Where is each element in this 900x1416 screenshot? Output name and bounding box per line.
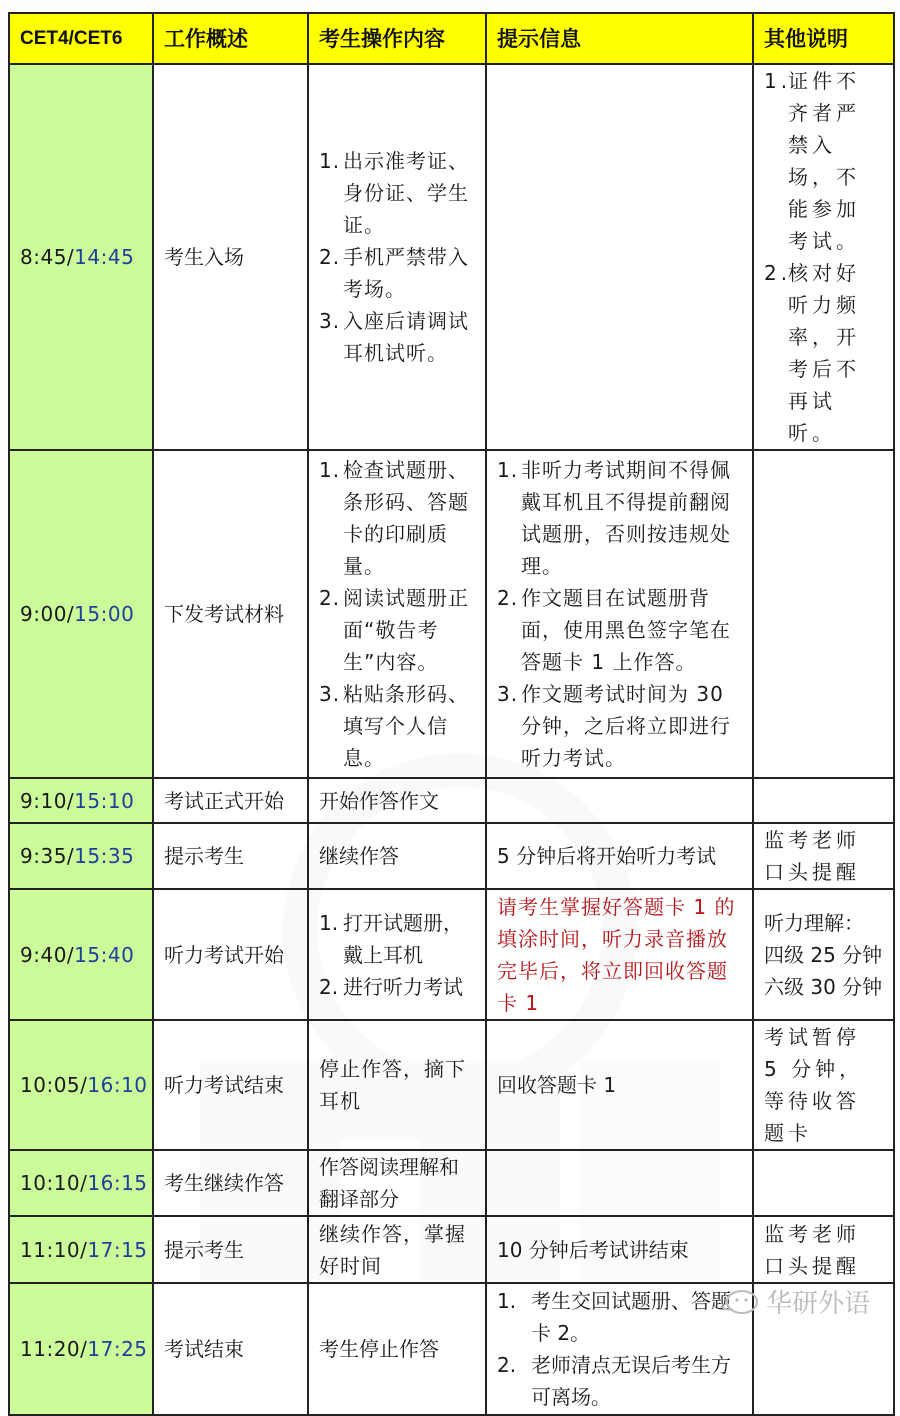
task-cell: 考试正式开始 (153, 778, 308, 823)
tip-cell (486, 1150, 753, 1216)
list-item: 2. 核对好听力频率，开考后不再试听。 (764, 261, 860, 445)
operation-cell: 停止作答，摘下耳机 (308, 1020, 486, 1150)
task-cell: 听力考试结束 (153, 1020, 308, 1150)
note-cell: 考试暂停 5 分钟，等待收答题卡 (753, 1020, 894, 1150)
list-item: 2. 进行听力考试 (319, 974, 463, 999)
tip-cell (486, 778, 753, 823)
header-task: 工作概述 (153, 13, 308, 64)
tip-cell (486, 1283, 753, 1415)
list-item: 1. 非听力考试期间不得佩戴耳机且不得提前翻阅试题册，否则按违规处理。 (497, 458, 731, 578)
tip-cell: 回收答题卡 1 (486, 1020, 753, 1150)
time-cell: 9:40/15:40 (9, 889, 153, 1020)
operation-cell (308, 450, 486, 778)
task-cell: 听力考试开始 (153, 889, 308, 1020)
note-cell: 监考老师口头提醒 (753, 1216, 894, 1283)
task-cell: 考生入场 (153, 64, 308, 450)
time-cell: 10:10/16:15 (9, 1150, 153, 1216)
time-cell: 9:35/15:35 (9, 823, 153, 889)
list-item: 2. 阅读试题册正面“敬告考生”内容。 (319, 586, 469, 674)
time-cell: 11:10/17:15 (9, 1216, 153, 1283)
operation-cell: 继续作答 (308, 823, 486, 889)
header-operation: 考生操作内容 (308, 13, 486, 64)
tip-cell (486, 450, 753, 778)
note-cell (753, 64, 894, 450)
exam-schedule-table (8, 12, 895, 1416)
operation-cell: 作答阅读理解和翻译部分 (308, 1150, 486, 1216)
note-cell (753, 450, 894, 778)
list-item: 1. 证件不齐者严禁入场，不能参加考试。 (764, 69, 860, 253)
note-cell: 监考老师口头提醒 (753, 823, 894, 889)
time-cell: 9:00/15:00 (9, 450, 153, 778)
table-row (9, 1216, 894, 1283)
list-item: 1. 考生交回试题册、答题卡 2。 (497, 1289, 731, 1345)
table-row (9, 889, 894, 1020)
time-cell: 10:05/16:10 (9, 1020, 153, 1150)
note-cell (753, 889, 894, 1020)
table-row (9, 778, 894, 823)
list-item: 2. 手机严禁带入考场。 (319, 245, 469, 301)
task-cell: 考试结束 (153, 1283, 308, 1415)
tip-cell (486, 64, 753, 450)
operation-cell: 开始作答作文 (308, 778, 486, 823)
tip-cell: 5 分钟后将开始听力考试 (486, 823, 753, 889)
table-row (9, 1020, 894, 1150)
note-cell (753, 1150, 894, 1216)
list-item: 2. 老师清点无误后考生方可离场。 (497, 1353, 731, 1409)
operation-cell: 继续作答，掌握好时间 (308, 1216, 486, 1283)
note-cell (753, 778, 894, 823)
header-note: 其他说明 (753, 13, 894, 64)
list-item: 2. 作文题目在试题册背面，使用黑色签字笔在答题卡 1 上作答。 (497, 586, 731, 674)
note-line: 听力理解： (764, 910, 864, 935)
header-row (9, 13, 894, 64)
header-tip: 提示信息 (486, 13, 753, 64)
header-time: CET4/CET6 (9, 13, 153, 64)
brand-name: 华研外语 (765, 1289, 870, 1319)
task-cell: 下发考试材料 (153, 450, 308, 778)
note-line: 四级 25 分钟 (764, 942, 883, 967)
operation-cell: 考生停止作答 (308, 1283, 486, 1415)
operation-cell (308, 889, 486, 1020)
task-cell: 提示考生 (153, 823, 308, 889)
table-row (9, 450, 894, 778)
table-row (9, 64, 894, 450)
list-item: 3. 粘贴条形码、填写个人信息。 (319, 682, 469, 770)
note-line: 六级 30 分钟 (764, 974, 883, 999)
tip-cell: 10 分钟后考试讲结束 (486, 1216, 753, 1283)
list-item: 3. 入座后请调试耳机试听。 (319, 309, 469, 365)
table-row (9, 823, 894, 889)
time-cell: 9:10/15:10 (9, 778, 153, 823)
table-row (9, 1150, 894, 1216)
operation-cell (308, 64, 486, 450)
list-item: 3. 作文题考试时间为 30 分钟，之后将立即进行听力考试。 (497, 682, 731, 770)
list-item: 1. 出示准考证、身份证、学生证。 (319, 149, 469, 237)
time-cell: 8:45/14:45 (9, 64, 153, 450)
wechat-icon (718, 1287, 760, 1317)
warning-tip-cell: 请考生掌握好答题卡 1 的填涂时间，听力录音播放完毕后，将立即回收答题卡 1 (486, 889, 753, 1020)
list-item: 1. 打开试题册，戴上耳机 (319, 910, 463, 967)
task-cell: 考生继续作答 (153, 1150, 308, 1216)
time-cell: 11:20/17:25 (9, 1283, 153, 1415)
list-item: 1. 检查试题册、条形码、答题卡的印刷质量。 (319, 458, 469, 578)
task-cell: 提示考生 (153, 1216, 308, 1283)
brand-watermark (718, 1283, 870, 1320)
